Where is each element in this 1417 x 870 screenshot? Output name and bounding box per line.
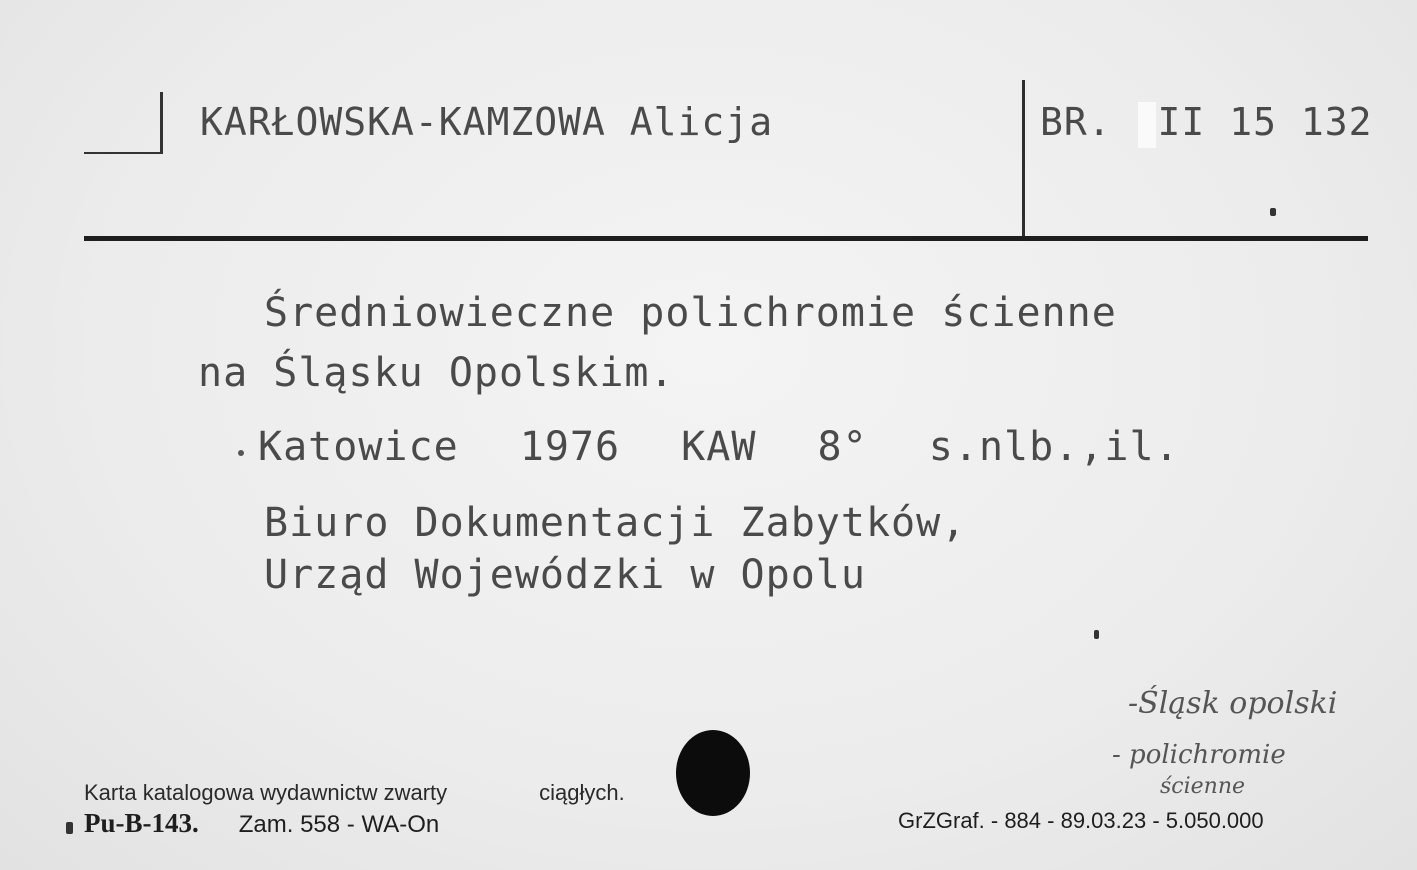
order-number: Zam. 558 - WA-On <box>238 811 440 838</box>
handwritten-subject-2: - polichromie <box>1112 740 1286 770</box>
ink-dot <box>1094 630 1099 639</box>
bullet-dot <box>238 450 244 456</box>
heading-rule <box>84 236 1368 241</box>
corporate-line-2: Urząd Wojewódzki w Opolu <box>264 552 866 598</box>
header-corner-vertical-mark <box>160 92 163 154</box>
punch-hole <box>676 730 750 816</box>
ink-dot <box>1270 208 1276 216</box>
printer-imprint: GrZGraf. - 884 - 89.03.23 - 5.050.000 <box>898 808 1264 833</box>
footer-form-title-b: ciągłych. <box>539 780 625 805</box>
call-number-value: 15 132 <box>1229 100 1373 144</box>
extent: s.nlb.,il. <box>928 424 1180 470</box>
footer-form-title-a: Karta katalogowa wydawnictw zwarty <box>84 780 448 805</box>
form-code: Pu-B-143. <box>84 808 199 838</box>
handwritten-subject-1: -Śląsk opolski <box>1128 686 1338 721</box>
format: 8° <box>817 424 868 470</box>
publisher: KAW <box>681 424 757 470</box>
footer-form-code <box>84 808 439 839</box>
author-heading: KARŁOWSKA-KAMZOWA Alicja <box>200 100 774 144</box>
call-number-blank <box>1138 102 1156 148</box>
publication-year: 1976 <box>519 424 621 470</box>
call-number <box>1040 100 1372 148</box>
call-number-mark: II <box>1157 100 1206 144</box>
header-corner-mark <box>84 152 162 154</box>
corporate-line-1: Biuro Dokumentacji Zabytków, <box>264 500 967 546</box>
handwritten-subject-3: ścienne <box>1160 774 1246 799</box>
ink-dot <box>66 822 73 834</box>
header-divider <box>1022 80 1025 238</box>
title-line-2: na Śląsku Opolskim. <box>198 350 675 396</box>
publication-line <box>258 424 1216 470</box>
call-number-prefix: BR. <box>1040 100 1112 144</box>
publication-place: Katowice <box>258 424 459 470</box>
title-line-1: Średniowieczne polichromie ścienne <box>264 290 1117 336</box>
footer-form-title <box>84 780 625 806</box>
